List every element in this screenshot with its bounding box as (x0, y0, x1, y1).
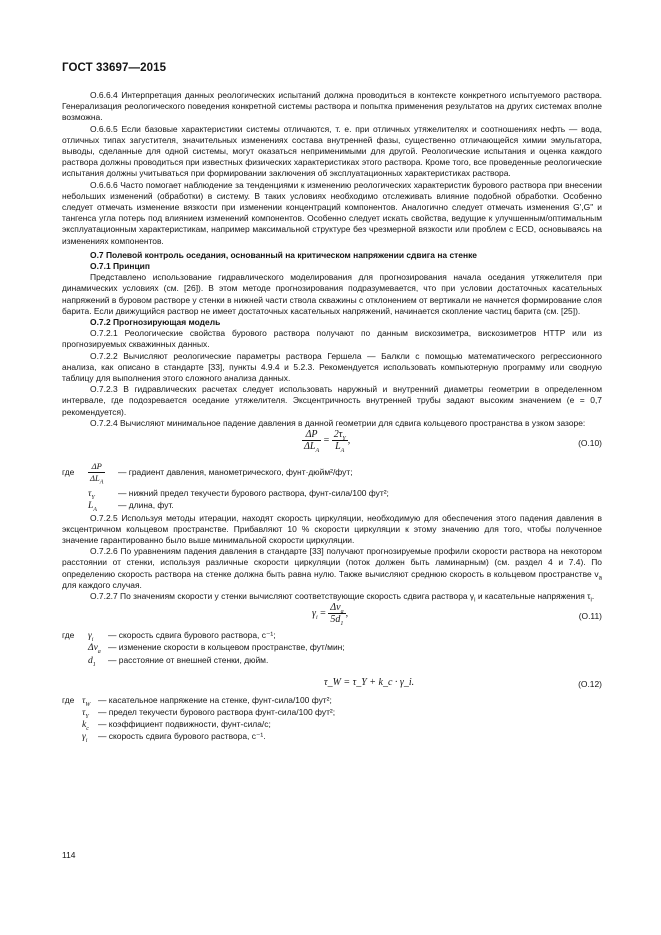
where-symbol: $\frac{\Delta P}{\Delta L_A}$ (90, 461, 104, 486)
paragraph-o666: О.6.6.6 Часто помогает наблюдение за тенденциями к изменению реологических характеристик бурового раствора при внесении небольших изменений (обработки) в систему. В таких условиях необходимо отслеживать влияние подобной обработки. Особенно следует отмечать изменение вязкости при изменении концентраций компонентов. Аналогично следует отмечать изменения G',G" и тангенса угла потерь под влиянием изменений компонентов. Особенно следует искать свойства, ведущие к улучшенным/оптимальным эксплуатационным характеристикам, например максимальной структуре без чрезмерной вязкости или проблем с ECD, основываясь на изменениях компонентов. (62, 179, 602, 246)
equation-o10: $\frac{\Delta P}{\Delta L_A}$ = $\frac{2\tau_Y}{L_A}$ , (О.10) (304, 429, 602, 455)
paragraph-o727: О.7.2.7 По значениям скорости у стенки вычисляют соответствующие скорость сдвига раствора $\gamma_i$ и касательные напряжения $\tau_i$. (90, 590, 595, 604)
where-list-o11 (62, 630, 602, 667)
heading-o72: О.7.2 Прогнозирующая модель (90, 317, 221, 328)
where-row: где $\frac{\Delta P}{\Delta L_A}$ — градиент давления, манометрического, фунт·дюйм²/фут; (62, 461, 353, 486)
paragraph-principle: Представлено использование гидравлического моделирования для прогнозирования начала оседания утяжелителя при динамических условиях (см. [26]). В этом методе прогнозирования подразумевается, что при условии достаточных касательных напряжений в буровом растворе у стенки в нижней части ствола скважины с отклонением от вертикали не начнется формирование слоя барита. Если движущийся раствор не имеет достаточных касательных напряжений, начинается скопление частиц барита (см. [25]). (62, 272, 602, 316)
equation-o11: $\gamma_i$ = $\frac{\Delta v_a}{5d_1}$ , (О.11) (312, 602, 602, 628)
paragraph-o726: О.7.2.6 По уравнениям падения давления в стандарте [33] получают прогнозируемые профили скорости раствора на некотором расстоянии от стенки, используя различные скорости циркуляции (поток должен быть ламинарным) (см. раздел 4 и 7.4). По определению скорость раствора на стенке должна быть равна нулю. Также вычисляют среднюю скорость в кольцевом пространстве $v_a$ для каждого случая. (62, 546, 602, 590)
where-row: $\tau_Y$ — нижний предел текучести бурового раствора, фунт-сила/100 фут²; (88, 488, 389, 501)
where-row: где $\gamma_i$ — скорость сдвига бурового раствора, с⁻¹; (62, 630, 276, 644)
page-number: 114 (62, 850, 76, 860)
equation-number-o12: (О.12) (578, 678, 602, 689)
where-row: $L_A$ — длина, фут. (88, 500, 174, 514)
document-header: ГОСТ 33697—2015 (62, 62, 167, 74)
where-row: $\gamma_i$ — скорость сдвига бурового раствора, с⁻¹. (82, 731, 266, 745)
where-row: $\tau_Y$ — предел текучести бурового раствора фунт-сила/100 фут²; (82, 706, 336, 720)
where-row: $k_c$ — коэффициент подвижности, фунт-сила/с; (82, 719, 271, 733)
paragraph-o725: О.7.2.5 Используя методы итерации, находят скорость циркуляции, необходимую для обеспечения этого падения давления в эксцентричном кольцевом пространстве. Прибавляют 10 % скорости циркуляции к этому значению для того, чтобы полученное значение гарантированно было выше минимальной скорости циркуляции. (62, 512, 602, 545)
equation-o12 (62, 673, 602, 695)
paragraph-o664: О.6.6.4 Интерпретация данных реологических испытаний должна проводиться в контексте конкретного испытуемого раствора. Генерализация реологического поведения конкретной системы раствора и попытка применения результатов на других системах вполне возможна. (62, 90, 602, 123)
paragraph-o721: О.7.2.1 Реологические свойства бурового раствора получают по данным вискозиметра, вискозиметров HTTP или из прогнозируемых скважинных данных. (62, 328, 602, 350)
where-row: где $\tau_W$ — касательное напряжение на стенке, фунт-сила/100 фут²; (62, 694, 332, 708)
where-row: $d_1$ — расстояние от внешней стенки, дюйм. (88, 654, 269, 668)
paragraph-o665: О.6.6.5 Если базовые характеристики системы отличаются, т. е. при отличных утяжелителях и соотношениях нефть — вода, отличных типах загустителя, значительных изменениях состава внутренней фазы, существенно отличающейся химии эмульгатора, выводы, сделанные для одной системы, могут оказаться неприменимыми для другой. Реологические испытания и оценка каждого раствора должны проводиться при известных физических характеристиках этого раствора. Кроме того, все проведенные реологические испытания должны учитываться при формировании заключения об эксплуатационных характеристиках раствора. (62, 123, 602, 179)
equation-number-o10: (О.10) (578, 438, 602, 449)
document-body (62, 90, 602, 744)
equation-o12-expression: τ_W = τ_Y + k_c · γ_i. (324, 676, 415, 688)
equation-number-o11: (О.11) (578, 611, 602, 622)
paragraph-o722: О.7.2.2 Вычисляют реологические параметры раствора Гершела — Балкли с помощью математического регрессионного анализа, как описано в стандарте [33], пункты 4.9.4 и 5.2.3. Рекомендуется использовать компьютерную программу или сводную таблицу для выполнения этого сложного анализа данных. (62, 350, 602, 384)
paragraph-o723: О.7.2.3 В гидравлических расчетах следует использовать наружный и внутренний диаметры геометрии в определенном интервале, где подозревается оседание утяжелителя. Эксцентричность внутренней трубы задают высоким значением (е = 0,7 рекомендуется). (62, 384, 602, 417)
where-row: $\Delta v_a$ — изменение скорости в кольцевом пространстве, фут/мин; (88, 642, 345, 656)
where-list-o12 (62, 695, 602, 744)
where-list-o10 (62, 461, 602, 512)
heading-o7: О.7 Полевой контроль оседания, основанный на критическом напряжении сдвига на стенке (90, 249, 477, 260)
paragraph-o724: О.7.2.4 Вычисляют минимальное падение давления в данной геометрии для сдвига кольцевого пространства в узком зазоре: (90, 417, 586, 428)
heading-o71: О.7.1 Принцип (90, 261, 150, 272)
